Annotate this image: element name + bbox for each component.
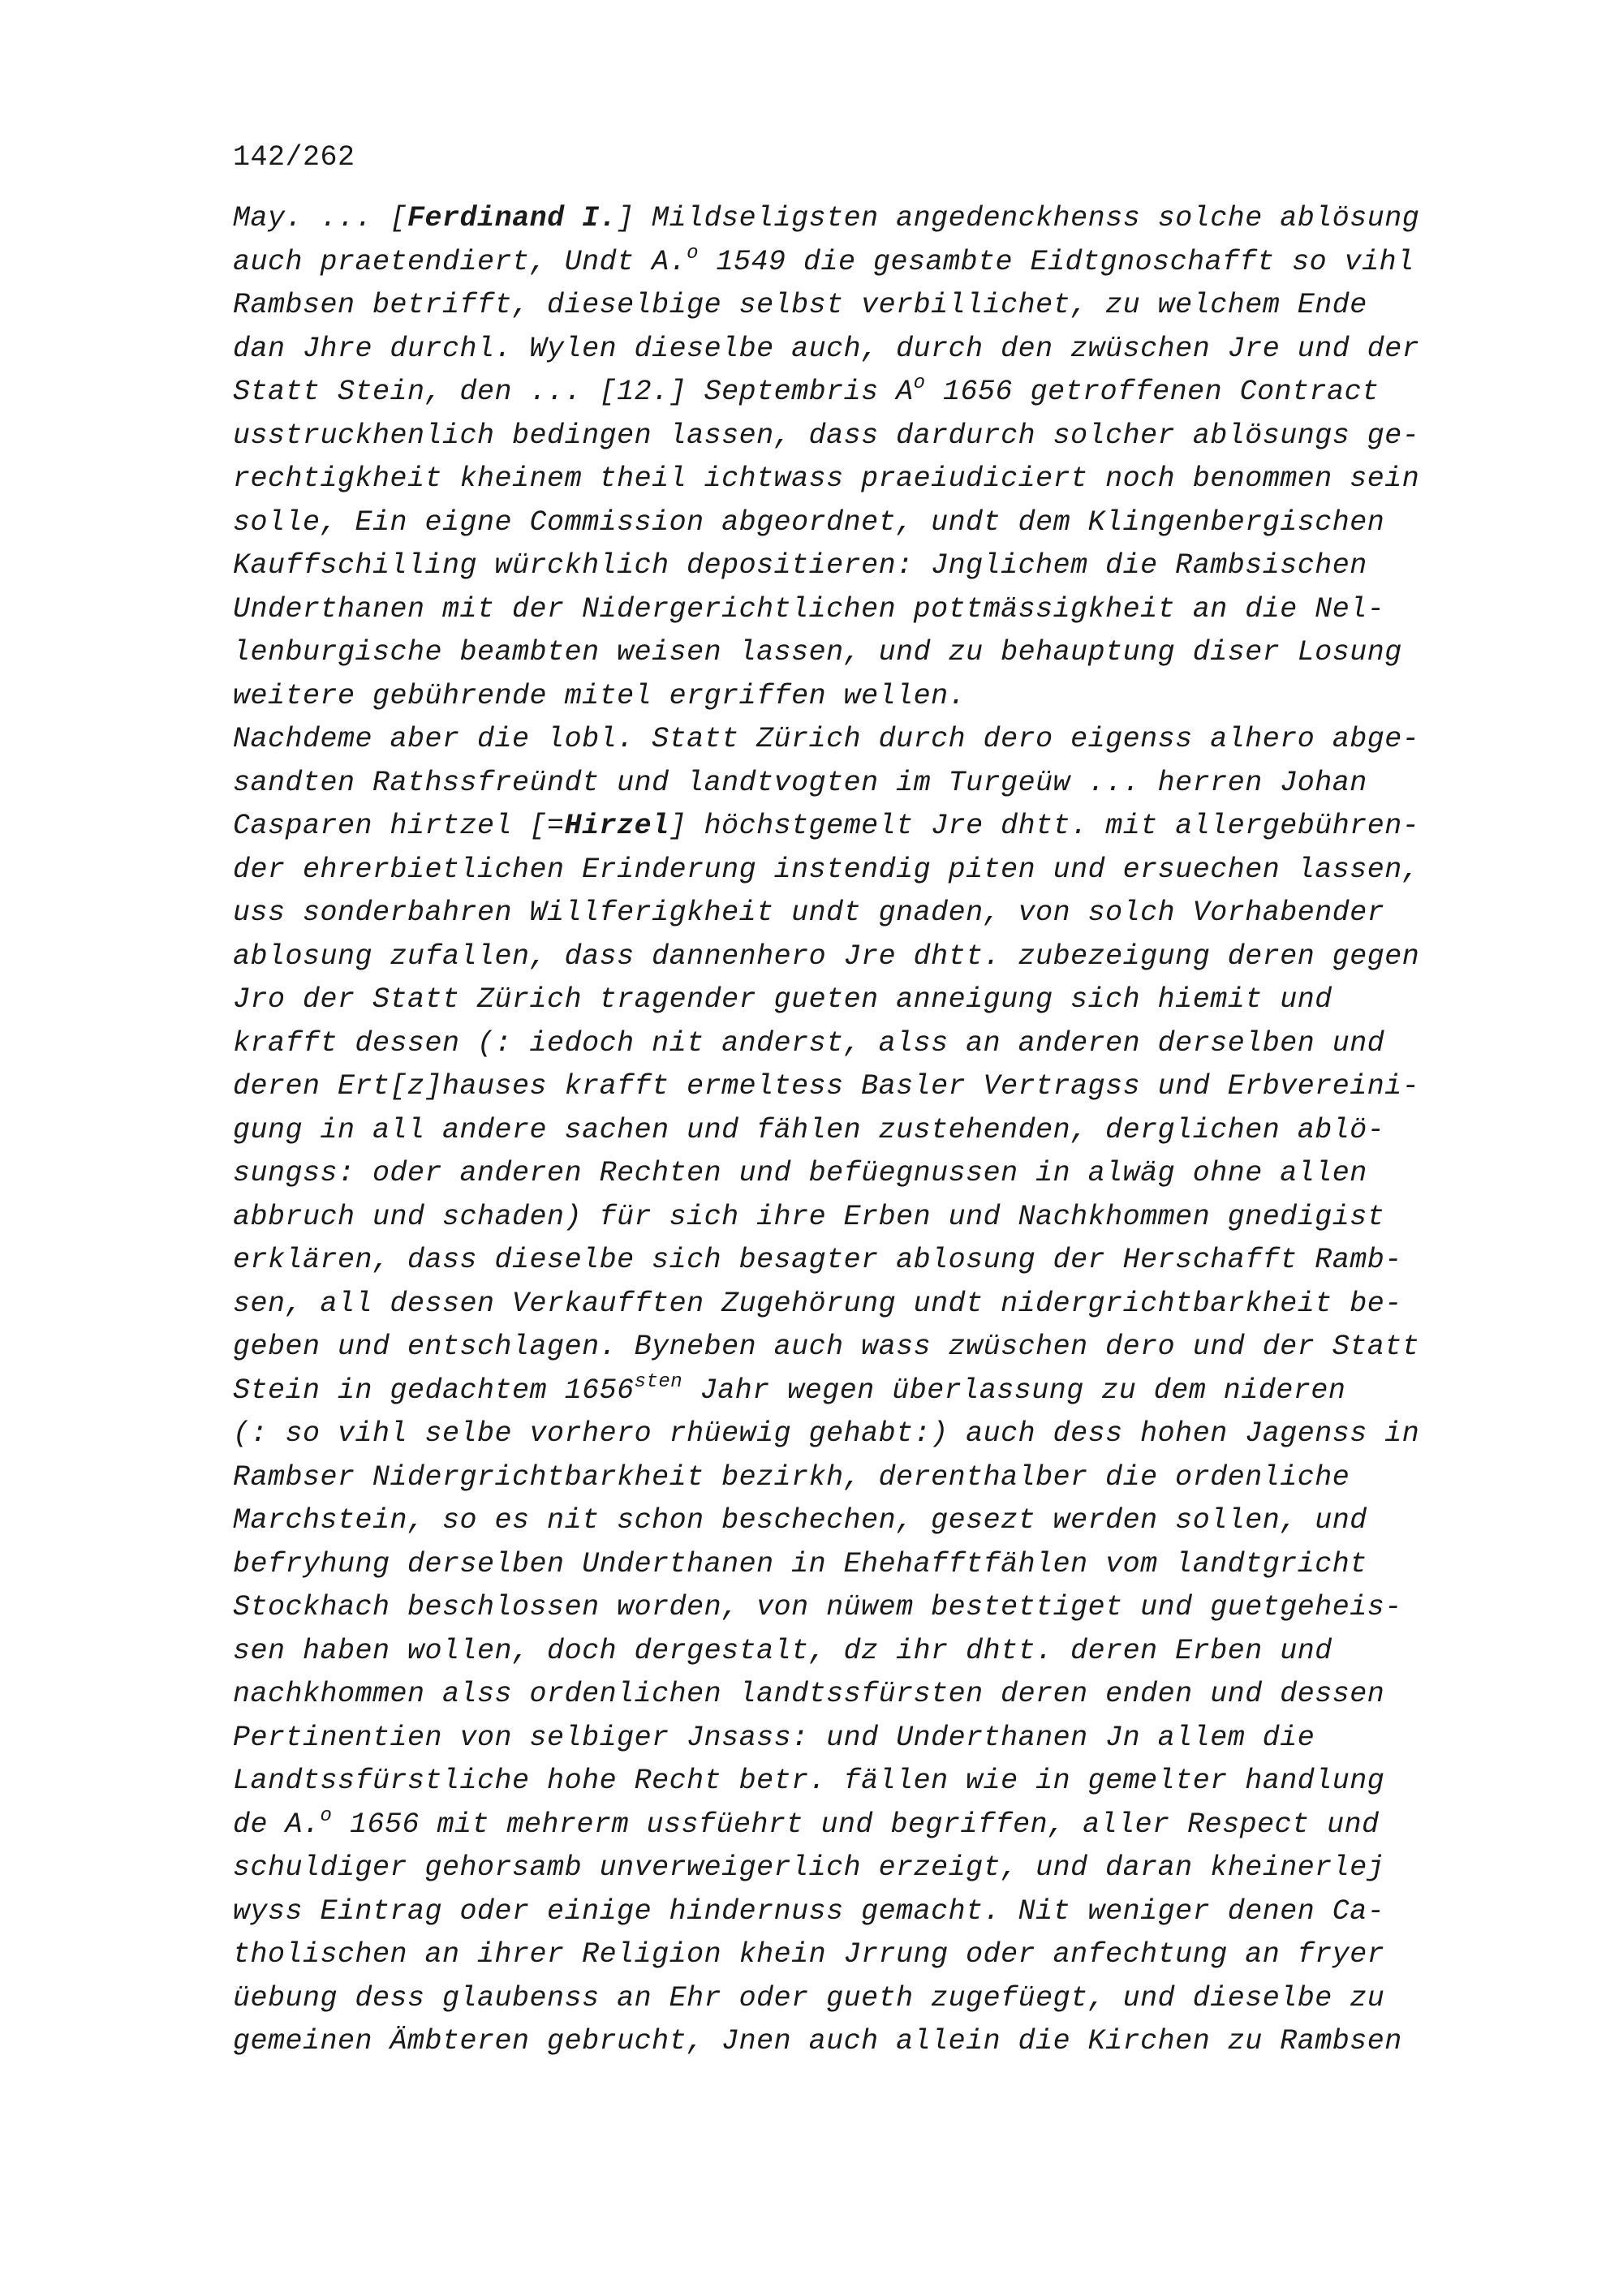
text-line — [233, 1933, 1499, 1977]
text-line — [233, 458, 1499, 501]
text-run: Rambser Nidergrichtbarkheit bezirkh, derenthalber die ordenliche — [233, 1460, 1350, 1494]
text-line — [233, 328, 1499, 372]
text-run: rechtigkheit kheinem theil ichtwass praeiudiciert noch benommen sein — [233, 462, 1420, 495]
text-run: tholischen an ihrer Religion khein Jrrung oder anfechtung an fryer — [233, 1938, 1385, 1971]
text-line — [233, 1065, 1499, 1109]
text-run: 1656 mit mehrerm ussfüehrt und begriffen, aller Respect und — [332, 1808, 1380, 1841]
text-line — [233, 1586, 1499, 1630]
text-run: Nachdeme aber die lobl. Statt Zürich durch dero eigenss alhero abge- — [233, 723, 1420, 755]
text-run: Pertinentien von selbiger Jnsass: und Underthanen Jn allem die — [233, 1721, 1315, 1754]
text-line — [233, 501, 1499, 545]
page-number: 142/262 — [233, 141, 355, 174]
superscript: sten — [634, 1370, 683, 1393]
text-run: Marchstein, so es nit schon beschechen, gesezt werden sollen, und — [233, 1504, 1367, 1537]
text-line — [233, 1499, 1499, 1543]
text-run: Statt Stein, den ... [12.] Septembris A — [233, 376, 914, 408]
text-line — [233, 1673, 1499, 1717]
text-run: May. ... [ — [233, 202, 408, 234]
text-run: wyss Eintrag oder einige hindernuss gemacht. Nit weniger denen Ca- — [233, 1894, 1385, 1928]
text-line — [233, 284, 1499, 328]
text-run: Rambsen betrifft, dieselbige selbst verbillichet, zu welchem Ende — [233, 289, 1367, 321]
text-line — [233, 1760, 1499, 1804]
text-line — [233, 1369, 1499, 1413]
text-line — [233, 675, 1499, 719]
text-line — [233, 762, 1499, 806]
text-line — [233, 1109, 1499, 1153]
text-run: Underthanen mit der Nidergerichtlichen pottmässigkheit an die Nel- — [233, 592, 1385, 626]
text-line — [233, 1412, 1499, 1456]
text-run: de A. — [233, 1808, 321, 1841]
text-line — [233, 197, 1499, 241]
text-run: usstruckhenlich bedingen lassen, dass dardurch solcher ablösungs ge- — [233, 419, 1420, 452]
text-line — [233, 849, 1499, 892]
text-run: geben und entschlagen. Byneben auch wass zwüschen dero und der Statt — [233, 1331, 1420, 1363]
superscript: o — [913, 372, 926, 394]
text-run: krafft dessen (: iedoch nit anderst, alss an anderen derselben und — [233, 1026, 1385, 1060]
text-line — [233, 1152, 1499, 1196]
text-line — [233, 544, 1499, 588]
text-run: deren Ert[z]hauses krafft ermeltess Basler Vertragss und Erbvereini- — [233, 1070, 1420, 1103]
text-line — [233, 631, 1499, 675]
text-run: Landtssfürstliche hohe Recht betr. fällen wie in gemelter handlung — [233, 1765, 1385, 1797]
text-run: sungss: oder anderen Rechten und befüegnussen in alwäg ohne allen — [233, 1157, 1367, 1189]
bold-name: Hirzel — [564, 810, 669, 842]
bold-name: Ferdinand I. — [407, 202, 618, 234]
text-run: uss sonderbahren Willferigkheit undt gnaden, von solch Vorhabender — [233, 896, 1385, 929]
text-line — [233, 892, 1499, 935]
text-run: gemeinen Ämbteren gebrucht, Jnen auch allein die Kirchen zu Rambsen — [233, 2025, 1402, 2057]
text-line — [233, 1022, 1499, 1066]
text-line — [233, 935, 1499, 979]
superscript: o — [320, 1804, 333, 1827]
text-run: ] Mildseligsten angedenckhenss solche ablösung — [617, 202, 1420, 234]
text-line — [233, 805, 1499, 849]
text-line — [233, 1804, 1499, 1847]
text-run: Casparen hirtzel [= — [233, 810, 565, 842]
text-run: üebung dess glaubenss an Ehr oder gueth zugefüegt, und dieselbe zu — [233, 1981, 1385, 2014]
text-run: ] höchstgemelt Jre dhtt. mit allergebühren- — [669, 810, 1420, 842]
text-run: solle, Ein eigne Commission abgeordnet, undt dem Klingenbergischen — [233, 505, 1385, 539]
text-run: ablosung zufallen, dass dannenhero Jre dhtt. zubezeigung deren gegen — [233, 939, 1420, 973]
text-run: weitere gebührende mitel ergriffen wellen. — [233, 679, 966, 712]
text-line — [233, 1977, 1499, 2021]
text-line — [233, 1326, 1499, 1369]
text-run: gung in all andere sachen und fählen zustehenden, derglichen ablö- — [233, 1113, 1385, 1146]
text-run: Jro der Statt Zürich tragender gueten anneigung sich hiemit und — [233, 983, 1332, 1016]
text-run: auch praetendiert, Undt A. — [233, 245, 687, 278]
text-run: lenburgische beambten weisen lassen, und zu behauptung diser Losung — [233, 636, 1402, 669]
text-run: erklären, dass dieselbe sich besagter ablosung der Herschafft Ramb- — [233, 1244, 1402, 1276]
text-run: (: so vihl selbe vorhero rhüewig gehabt:) auch dess hohen Jagenss in — [233, 1417, 1420, 1450]
text-run: sandten Rathssfreündt und landtvogten im Turgeüw ... herren Johan — [233, 766, 1367, 799]
text-line — [233, 1456, 1499, 1500]
text-run: nachkhommen alss ordenlichen landtssfürsten deren enden und dessen — [233, 1678, 1385, 1710]
text-run: schuldiger gehorsamb unverweigerlich erzeigt, und daran kheinerlej — [233, 1851, 1385, 1884]
text-run: sen haben wollen, doch dergestalt, dz ihr dhtt. deren Erben und — [233, 1634, 1332, 1667]
text-run: 1549 die gesambte Eidtgnoschafft so vihl — [699, 245, 1414, 278]
text-line — [233, 588, 1499, 632]
text-line — [233, 1239, 1499, 1283]
transcript-body — [233, 197, 1499, 2064]
text-run: befryhung derselben Underthanen in Ehehafftfählen vom landtgricht — [233, 1547, 1367, 1580]
superscript: o — [687, 242, 699, 264]
text-run: Jahr wegen überlassung zu dem nideren — [682, 1374, 1346, 1407]
text-line — [233, 1283, 1499, 1326]
text-line — [233, 1196, 1499, 1240]
text-line — [233, 2020, 1499, 2064]
text-line — [233, 415, 1499, 458]
text-line — [233, 1717, 1499, 1761]
text-line — [233, 1543, 1499, 1587]
text-line — [233, 1847, 1499, 1890]
text-line — [233, 1890, 1499, 1934]
text-run: Kauffschilling würckhlich depositieren: Jnglichem die Rambsischen — [233, 549, 1367, 582]
text-line — [233, 1630, 1499, 1674]
text-run: 1656 getroffenen Contract — [925, 376, 1380, 408]
text-run: der ehrerbietlichen Erinderung instendig piten und ersuechen lassen, — [233, 853, 1420, 886]
text-line — [233, 718, 1499, 762]
text-run: abbruch und schaden) für sich ihre Erben und Nachkhommen gnedigist — [233, 1200, 1385, 1233]
text-line — [233, 371, 1499, 415]
text-run: Stein in gedachtem 1656 — [233, 1374, 635, 1407]
text-line — [233, 241, 1499, 285]
text-run: Stockhach beschlossen worden, von nüwem bestettiget und guetgeheis- — [233, 1591, 1402, 1623]
text-run: sen, all dessen Verkaufften Zugehörung undt nidergrichtbarkheit be- — [233, 1287, 1402, 1320]
text-line — [233, 978, 1499, 1022]
text-run: dan Jhre durchl. Wylen dieselbe auch, durch den zwüschen Jre und der — [233, 332, 1420, 365]
